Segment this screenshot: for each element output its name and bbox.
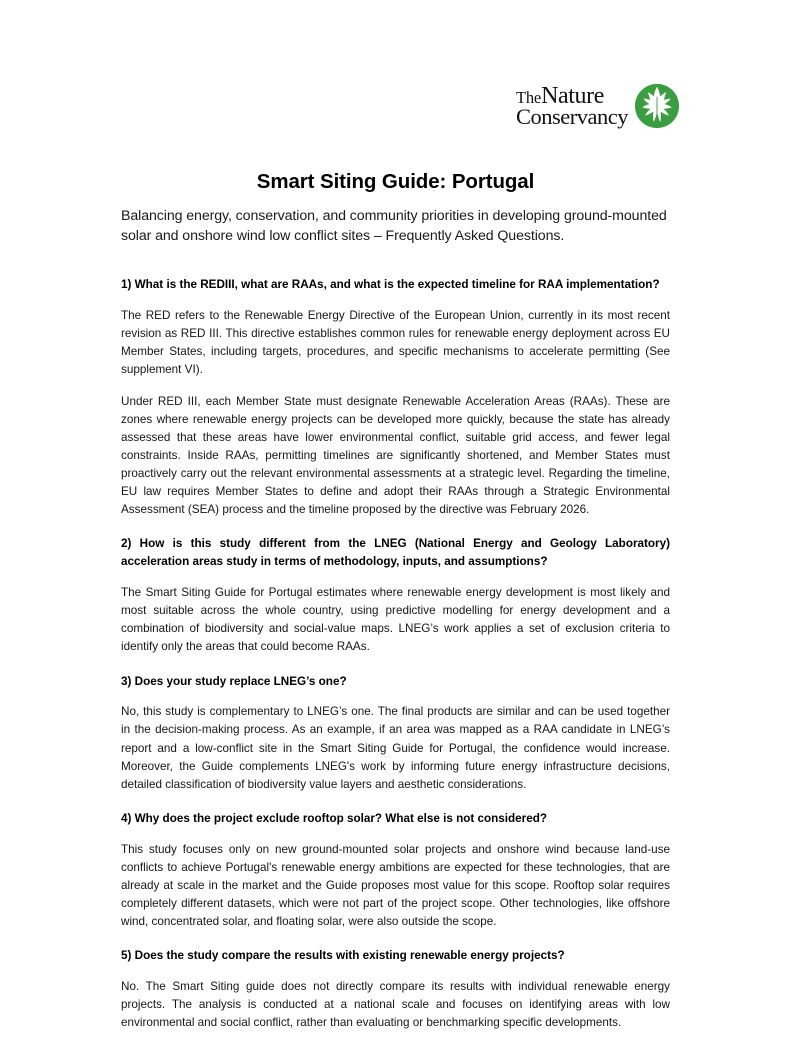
tnc-logo-wordmark [516, 84, 632, 129]
tnc-logo-conservancy: Conservancy [516, 103, 628, 129]
tnc-logo [516, 80, 672, 132]
tnc-logo-nature: Nature [541, 82, 604, 109]
faq-answer-3-p1: No, this study is complementary to LNEG’s one. The final products are similar and can be used together in the decision-making process. As an example, if an area was mapped as a RAA candidate in LNEG’s report and a low-conflict site in the Smart Siting Guide for Portugal, the confidence would increase. Moreover, the Guide complements LNEG's work by informing future energy infrastructure decisions, detailed classification of biodiversity value layers and aesthetic considerations. [121, 705, 670, 791]
faq-question-3: 3) Does your study replace LNEG’s one? [121, 674, 347, 688]
document-body [121, 206, 670, 1046]
faq-answer-1-p2: Under RED III, each Member State must designate Renewable Acceleration Areas (RAAs). These are zones where renewable energy projects can be developed more quickly, because the state has already assessed that these areas have lower environmental conflict, suitable grid access, and fewer legal constraints. Inside RAAs, permitting timelines are significantly shortened, and Member States must proactively carry out the relevant environmental assessments at a strategic level. Regarding the timeline, EU law requires Member States to define and adopt their RAAs through a Strategic Environmental Assessment (SEA) process and the timeline proposed by the directive was February 2026. [121, 394, 670, 517]
faq-item-1 [121, 276, 670, 519]
page-title: Smart Siting Guide: Portugal [256, 170, 535, 193]
faq-question-2: 2) How is this study different from the LNEG (National Energy and Geology Laboratory) acceleration areas study in terms of methodology, inputs, and assumptions? [121, 537, 670, 569]
faq-item-3 [121, 673, 670, 794]
faq-item-5 [121, 947, 670, 1032]
faq-question-5: 5) Does the study compare the results with existing renewable energy projects? [121, 949, 565, 963]
document-intro: Balancing energy, conservation, and community priorities in developing ground-mounted solar and onshore wind low conflict sites – Frequently Asked Questions. [121, 208, 667, 245]
faq-item-4 [121, 810, 670, 931]
faq-answer-4-p1: This study focuses only on new ground-mounted solar projects and onshore wind because land-use conflicts to achieve Portugal's renewable energy ambitions are expected for these technologies, that are already at scale in the market and the Guide proposes most value for this scope. Rooftop solar requires completely different datasets, which were not part of the project scope. Other technologies, like offshore wind, concentrated solar, and floating solar, were also outside the scope. [121, 842, 670, 929]
faq-item-2 [121, 535, 670, 656]
faq-answer-2-p1: The Smart Siting Guide for Portugal estimates where renewable energy development is most likely and most suitable across the whole country, using predictive modelling for energy development and a combination of biodiversity and social-value maps. LNEG’s work applies a set of exclusion criteria to identify only the areas that could become RAAs. [121, 586, 670, 654]
faq-question-4: 4) Why does the project exclude rooftop solar? What else is not considered? [121, 811, 548, 825]
faq-question-1: 1) What is the REDIII, what are RAAs, and what is the expected timeline for RAA implementation? [121, 278, 660, 292]
faq-answer-1-p1: The RED refers to the Renewable Energy Directive of the European Union, currently in its most recent revision as RED III. This directive establishes common rules for renewable energy deployment across EU Member States, including targets, procedures, and specific mechanisms to accelerate permitting (See supplement VI). [121, 309, 670, 377]
oak-leaf-globe-icon [634, 83, 680, 129]
faq-answer-5-p1: No. The Smart Siting guide does not directly compare its results with individual renewable energy projects. The analysis is conducted at a national scale and focuses on identifying areas with low environmental and social conflict, rather than evaluating or benchmarking specific developments. [121, 980, 670, 1030]
tnc-logo-the: The [516, 87, 542, 107]
